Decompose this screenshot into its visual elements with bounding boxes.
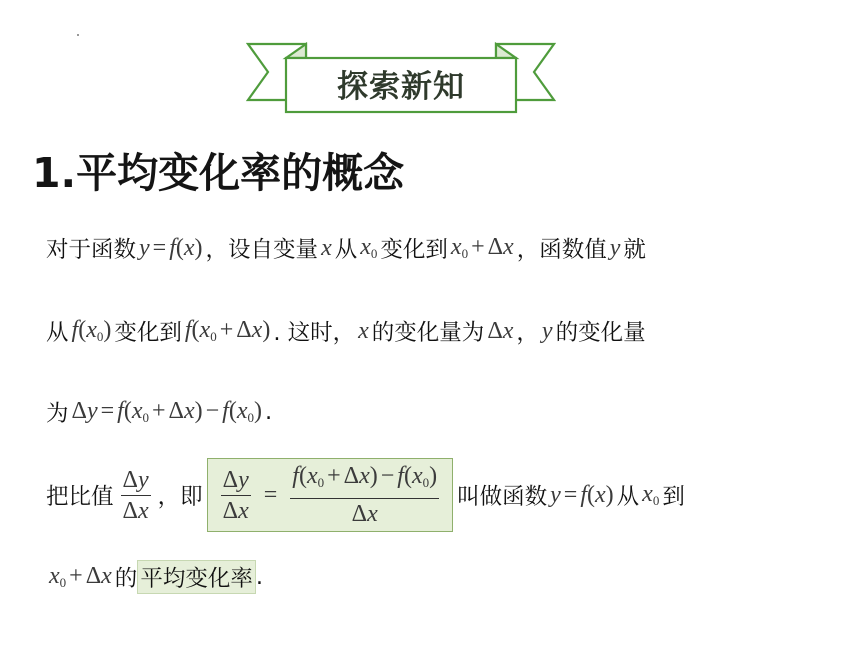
text-segment: . bbox=[255, 564, 263, 590]
text-segment: 变化到 bbox=[380, 237, 448, 263]
banner-title: 探索新知 bbox=[337, 68, 465, 105]
text-segment: ，设自变量 bbox=[205, 237, 319, 263]
math-y: y bbox=[541, 317, 553, 344]
paragraph-line-4 bbox=[46, 458, 685, 532]
paragraph-line-5 bbox=[46, 560, 263, 594]
fraction-difference-quotient: $\frac{f(x_0 + \Delta x) - f(x_0)}{\Delta x}$ bbox=[292, 463, 438, 528]
math-x0: $x_0$ bbox=[360, 234, 378, 261]
math-f-x0-plus-dx: $f(x_0 + \Delta x)$ bbox=[184, 317, 271, 344]
fraction-dy-over-dx: $\frac{\Delta y}{\Delta x}$ bbox=[122, 466, 149, 524]
math-x: x bbox=[321, 234, 332, 261]
text-segment: 叫做函数 bbox=[457, 484, 548, 511]
fraction-dy-over-dx: $\frac{\Delta y}{\Delta x}$ bbox=[222, 466, 249, 524]
text-segment: 从 bbox=[334, 237, 358, 263]
math-x0-plus-dx: $x_0 + \Delta x$ bbox=[49, 563, 112, 590]
paragraph-line-3 bbox=[46, 396, 272, 428]
math-x0-plus-dx: $x_0 + \Delta x$ bbox=[450, 234, 514, 261]
paragraph-line-2 bbox=[46, 315, 646, 347]
text-segment: 就 bbox=[623, 237, 646, 263]
math-x: x bbox=[358, 317, 369, 344]
section-heading: 1.平均变化率的概念 bbox=[32, 149, 405, 197]
text-segment: 从 bbox=[46, 320, 69, 346]
math-x0: $x_0$ bbox=[642, 481, 660, 509]
text-segment: ，即 bbox=[157, 484, 203, 511]
text-segment: 的变化量 bbox=[555, 320, 646, 346]
math-dx: Δx bbox=[487, 317, 514, 344]
text-segment: 变化到 bbox=[114, 320, 182, 346]
math-y: y bbox=[609, 234, 621, 261]
text-segment: ， bbox=[516, 320, 539, 346]
decorative-dot bbox=[77, 34, 79, 36]
text-segment: . 这时， bbox=[273, 320, 356, 346]
highlighted-formula bbox=[207, 458, 453, 532]
text-segment: 对于函数 bbox=[46, 237, 137, 263]
math-equals: = bbox=[263, 481, 278, 508]
highlighted-term: 平均变化率 bbox=[137, 560, 256, 594]
math-dy-definition: $\Delta y = f(x_0 + \Delta x) - f(x_0)$ bbox=[71, 398, 262, 425]
text-segment: . bbox=[265, 399, 273, 425]
text-segment: ，函数值 bbox=[516, 237, 607, 263]
text-segment: 为 bbox=[46, 401, 69, 427]
paragraph-line-1 bbox=[46, 232, 646, 264]
text-segment: 把比值 bbox=[46, 484, 114, 511]
text-segment: 的 bbox=[114, 566, 138, 592]
math-f-x0: $f(x_0)$ bbox=[71, 317, 112, 344]
text-segment: 从 bbox=[616, 484, 640, 511]
math-y-eq-fx: y = f(x) bbox=[550, 481, 614, 508]
math-y-eq-fx: y = f(x) bbox=[139, 234, 203, 261]
text-segment: 到 bbox=[662, 484, 685, 511]
text-segment: 的变化量为 bbox=[371, 320, 485, 346]
